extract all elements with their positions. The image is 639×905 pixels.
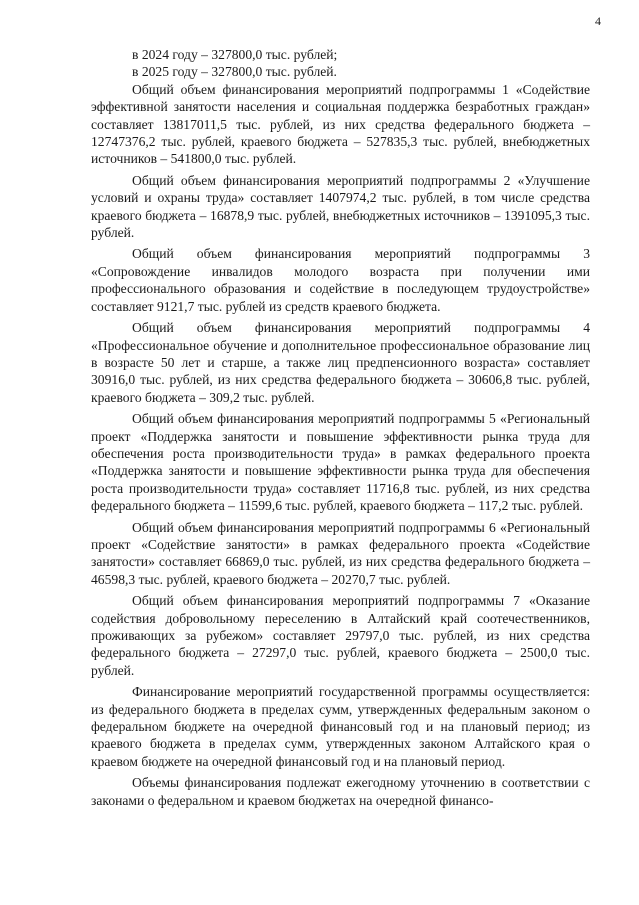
paragraph-financing-adjustment: Объемы финансирования подлежат ежегодному уточнению в соответствии с законами о федеральном и краевом бюджетах на очередной финансо- bbox=[91, 775, 590, 808]
paragraph-subprogram-4: Общий объем финансирования мероприятий подпрограммы 4 «Профессиональное обучение и дополнительное профессиональное образование лиц в возрасте 50 лет и старше, а также лиц предпенсионного возраста» составляет 30916,0 тыс. рублей, из них средства федерального бюджета – 30606,8 тыс. рублей, краевого бюджета – 309,2 тыс. рублей. bbox=[91, 320, 590, 405]
funding-year-2024: в 2024 году – 327800,0 тыс. рублей; bbox=[132, 47, 338, 62]
paragraph-subprogram-2: Общий объем финансирования мероприятий подпрограммы 2 «Улучшение условий и охраны труда» составляет 1407974,2 тыс. рублей, в том числе средства краевого бюджета – 16878,9 тыс. рублей, внебюджетных источников – 1391095,3 тыс. рублей. bbox=[91, 172, 590, 241]
paragraph-financing-sources: Финансирование мероприятий государственной программы осуществляется: из федерального бюджета в пределах сумм, утвержденных федеральным законом о федеральном бюджете на очередной финансовый год и на плановый период; из краевого бюджета в пределах сумм, утвержденных законом Алтайского края о краевом бюджете на очередной финансовый год и на плановый период. bbox=[91, 684, 590, 769]
paragraph-subprogram-5: Общий объем финансирования мероприятий подпрограммы 5 «Региональный проект «Поддержка занятости и повышение эффективности рынка труда для обеспечения роста производительности труда» в рамках федерального проекта «Поддержка занятости и повышение эффективности рынка труда для обеспечения роста производительности труда» составляет 11716,8 тыс. рублей, из них средства федерального бюджета – 11599,6 тыс. рублей, краевого бюджета – 117,2 тыс. рублей. bbox=[91, 411, 590, 514]
paragraph-subprogram-7: Общий объем финансирования мероприятий подпрограммы 7 «Оказание содействия добровольному переселению в Алтайский край соотечественников, проживающих за рубежом» составляет 29797,0 тыс. рублей, из них средства федерального бюджета – 27297,0 тыс. рублей, краевого бюджета – 2500,0 тыс. рублей. bbox=[91, 593, 590, 678]
paragraph-subprogram-3: Общий объем финансирования мероприятий подпрограммы 3 «Сопровождение инвалидов молодого возраста при получении ими профессионального образования и содействие в последующем трудоустройстве» составляет 9121,7 тыс. рублей из средств краевого бюджета. bbox=[91, 246, 590, 314]
page-number: 4 bbox=[595, 14, 601, 28]
paragraph-subprogram-1: Общий объем финансирования мероприятий подпрограммы 1 «Содействие эффективной занятости населения и социальная поддержка безработных граждан» составляет 13817011,5 тыс. рублей, из них средства федерального бюджета – 12747376,2 тыс. рублей, краевого бюджета – 527835,3 тыс. рублей, внебюджетных источников – 541800,0 тыс. рублей. bbox=[91, 81, 590, 167]
paragraph-subprogram-6: Общий объем финансирования мероприятий подпрограммы 6 «Региональный проект «Содействие занятости» в рамках федерального проекта «Содействие занятости» составляет 66869,0 тыс. рублей, из них средства федерального бюджета – 46598,3 тыс. рублей, краевого бюджета – 20270,7 тыс. рублей. bbox=[91, 519, 590, 587]
funding-year-2025: в 2025 году – 327800,0 тыс. рублей. bbox=[132, 64, 337, 80]
document-body bbox=[91, 46, 590, 809]
